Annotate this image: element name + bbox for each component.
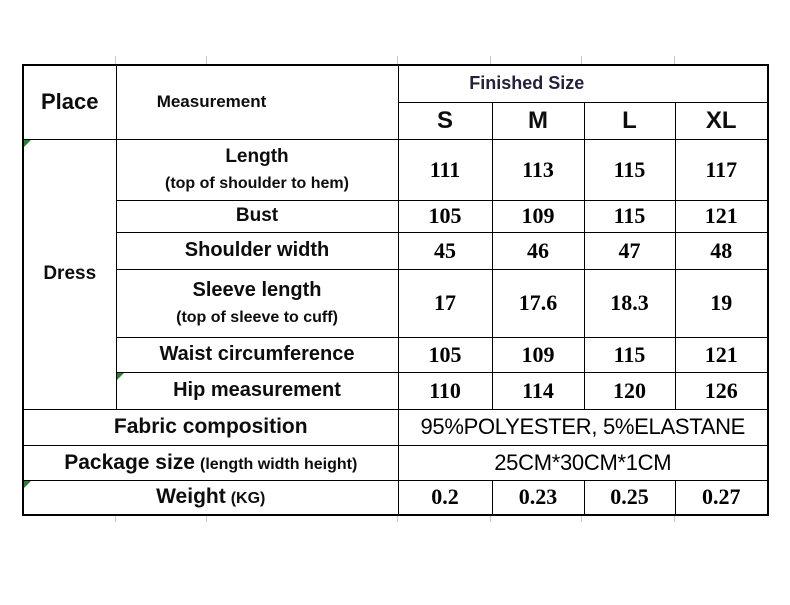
header-finished-size: Finished Size (398, 65, 768, 102)
gridline-tick (206, 56, 207, 64)
size-chart-table (22, 64, 769, 516)
gridline-tick (397, 56, 398, 64)
measurement-label-shoulder-width: Shoulder width (116, 232, 398, 269)
value-length-l: 115 (584, 139, 675, 200)
value-sleeve-s: 17 (398, 269, 492, 337)
header-size-l: L (584, 102, 675, 139)
measurement-label-sleeve-length: Sleeve length (top of sleeve to cuff) (116, 269, 398, 337)
value-length-s: 111 (398, 139, 492, 200)
header-measurement: Measurement (116, 65, 398, 139)
place-cell-dress (23, 139, 116, 409)
table-row-shoulder-width (23, 232, 768, 269)
header-row-top (23, 65, 768, 102)
value-length-m: 113 (492, 139, 584, 200)
cell-comment-marker-icon (24, 140, 31, 147)
fabric-composition-label: Fabric composition (23, 409, 398, 445)
value-bust-m: 109 (492, 200, 584, 232)
place-label: Dress (43, 263, 97, 284)
gridline-tick (490, 56, 491, 64)
gridline-tick (115, 56, 116, 64)
value-shoulder-s: 45 (398, 232, 492, 269)
header-size-s: S (398, 102, 492, 139)
value-waist-xl: 121 (675, 337, 768, 372)
value-sleeve-xl: 19 (675, 269, 768, 337)
table-row-hip (23, 372, 768, 409)
value-waist-s: 105 (398, 337, 492, 372)
table-row-sleeve-length (23, 269, 768, 337)
value-waist-m: 109 (492, 337, 584, 372)
value-sleeve-l: 18.3 (584, 269, 675, 337)
value-bust-s: 105 (398, 200, 492, 232)
value-hip-s: 110 (398, 372, 492, 409)
package-size-label: Package size (length width height) (23, 445, 398, 480)
measurement-label-hip: Hip measurement (116, 372, 398, 409)
gridline-tick (581, 56, 582, 64)
cell-comment-marker-icon (117, 373, 124, 380)
measurement-label-bust: Bust (116, 200, 398, 232)
header-place: Place (23, 65, 116, 139)
value-bust-l: 115 (584, 200, 675, 232)
measurement-label-length: Length (top of shoulder to hem) (116, 139, 398, 200)
value-hip-l: 120 (584, 372, 675, 409)
value-hip-xl: 126 (675, 372, 768, 409)
value-sleeve-m: 17.6 (492, 269, 584, 337)
measurement-label-waist: Waist circumference (116, 337, 398, 372)
value-waist-l: 115 (584, 337, 675, 372)
value-weight-m: 0.23 (492, 480, 584, 515)
value-weight-l: 0.25 (584, 480, 675, 515)
table-row-weight (23, 480, 768, 515)
table-row-length (23, 139, 768, 200)
value-bust-xl: 121 (675, 200, 768, 232)
package-size-value: 25CM*30CM*1CM (398, 445, 768, 480)
value-shoulder-m: 46 (492, 232, 584, 269)
cell-comment-marker-icon (24, 481, 31, 488)
value-hip-m: 114 (492, 372, 584, 409)
header-size-xl: XL (675, 102, 768, 139)
table-row-waist (23, 337, 768, 372)
size-chart-sheet (22, 64, 769, 516)
table-row-fabric (23, 409, 768, 445)
value-shoulder-l: 47 (584, 232, 675, 269)
value-weight-s: 0.2 (398, 480, 492, 515)
value-shoulder-xl: 48 (675, 232, 768, 269)
value-weight-xl: 0.27 (675, 480, 768, 515)
header-size-m: M (492, 102, 584, 139)
gridline-tick (674, 56, 675, 64)
weight-label: Weight (KG) (23, 480, 398, 515)
value-length-xl: 117 (675, 139, 768, 200)
fabric-composition-value: 95%POLYESTER, 5%ELASTANE (398, 409, 768, 445)
table-row-bust (23, 200, 768, 232)
table-row-package (23, 445, 768, 480)
